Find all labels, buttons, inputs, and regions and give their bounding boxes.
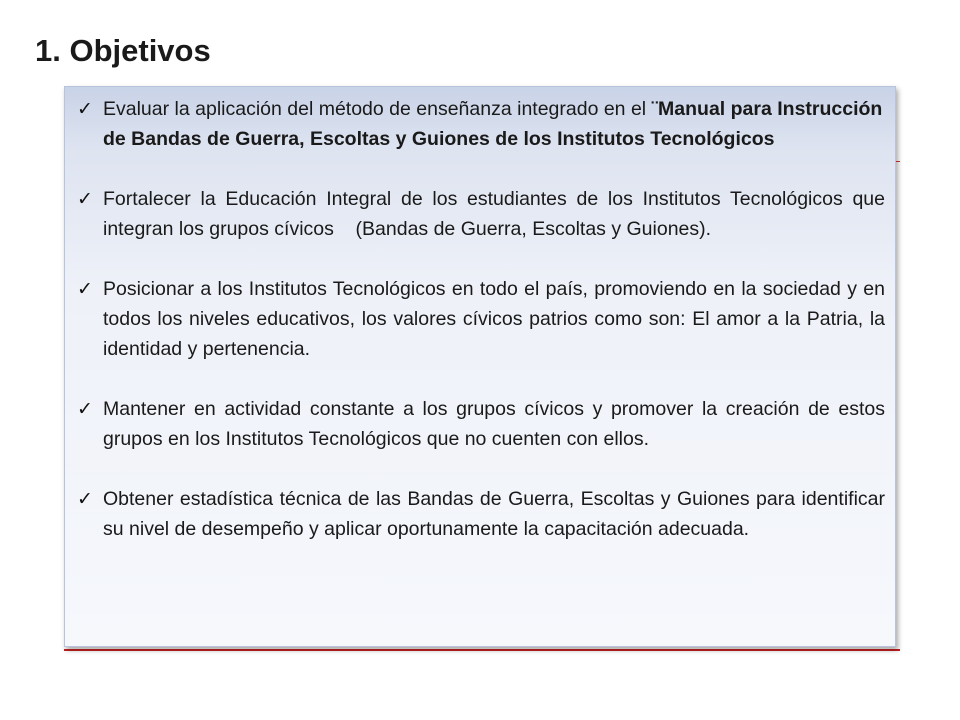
objectives-list	[77, 94, 891, 544]
check-icon: ✓	[77, 98, 93, 120]
objective-text: Posicionar a los Institutos Tecnológicos en todo el país, promoviendo en la sociedad y en todos los niveles educativos, los valores cívicos patrios como son: El amor a la Patria, la identidad y pertenencia.	[103, 278, 885, 360]
slide-title: 1. Objetivos	[35, 33, 211, 68]
objective-text: Mantener en actividad constante a los grupos cívicos y promover la creación de estos grupos en los Institutos Tecnológicos que no cuenten con ellos.	[103, 398, 885, 450]
bottom-accent-line	[64, 649, 900, 651]
list-item	[77, 94, 885, 154]
objective-text-bold: ¨Manual para Instrucción de Bandas de Guerra, Escoltas y Guiones de los Institutos Tecnológicos	[103, 98, 883, 150]
objective-text-regular: Evaluar la aplicación del método de enseñanza integrado en el	[103, 98, 652, 120]
check-icon: ✓	[77, 398, 93, 420]
check-icon: ✓	[77, 278, 93, 300]
list-item	[77, 484, 885, 544]
objectives-box	[64, 86, 896, 647]
list-item	[77, 394, 885, 454]
objective-text	[103, 94, 885, 154]
check-icon: ✓	[77, 488, 93, 510]
objective-text: Fortalecer la Educación Integral de los estudiantes de los Institutos Tecnológicos que integran los grupos cívicos (Bandas de Guerra, Escoltas y Guiones).	[103, 188, 891, 240]
list-item	[77, 274, 885, 364]
check-icon: ✓	[77, 188, 93, 210]
objective-text: Obtener estadística técnica de las Bandas de Guerra, Escoltas y Guiones para identificar su nivel de desempeño y aplicar oportunamente la capacitación adecuada.	[103, 488, 885, 540]
list-item	[77, 184, 891, 244]
